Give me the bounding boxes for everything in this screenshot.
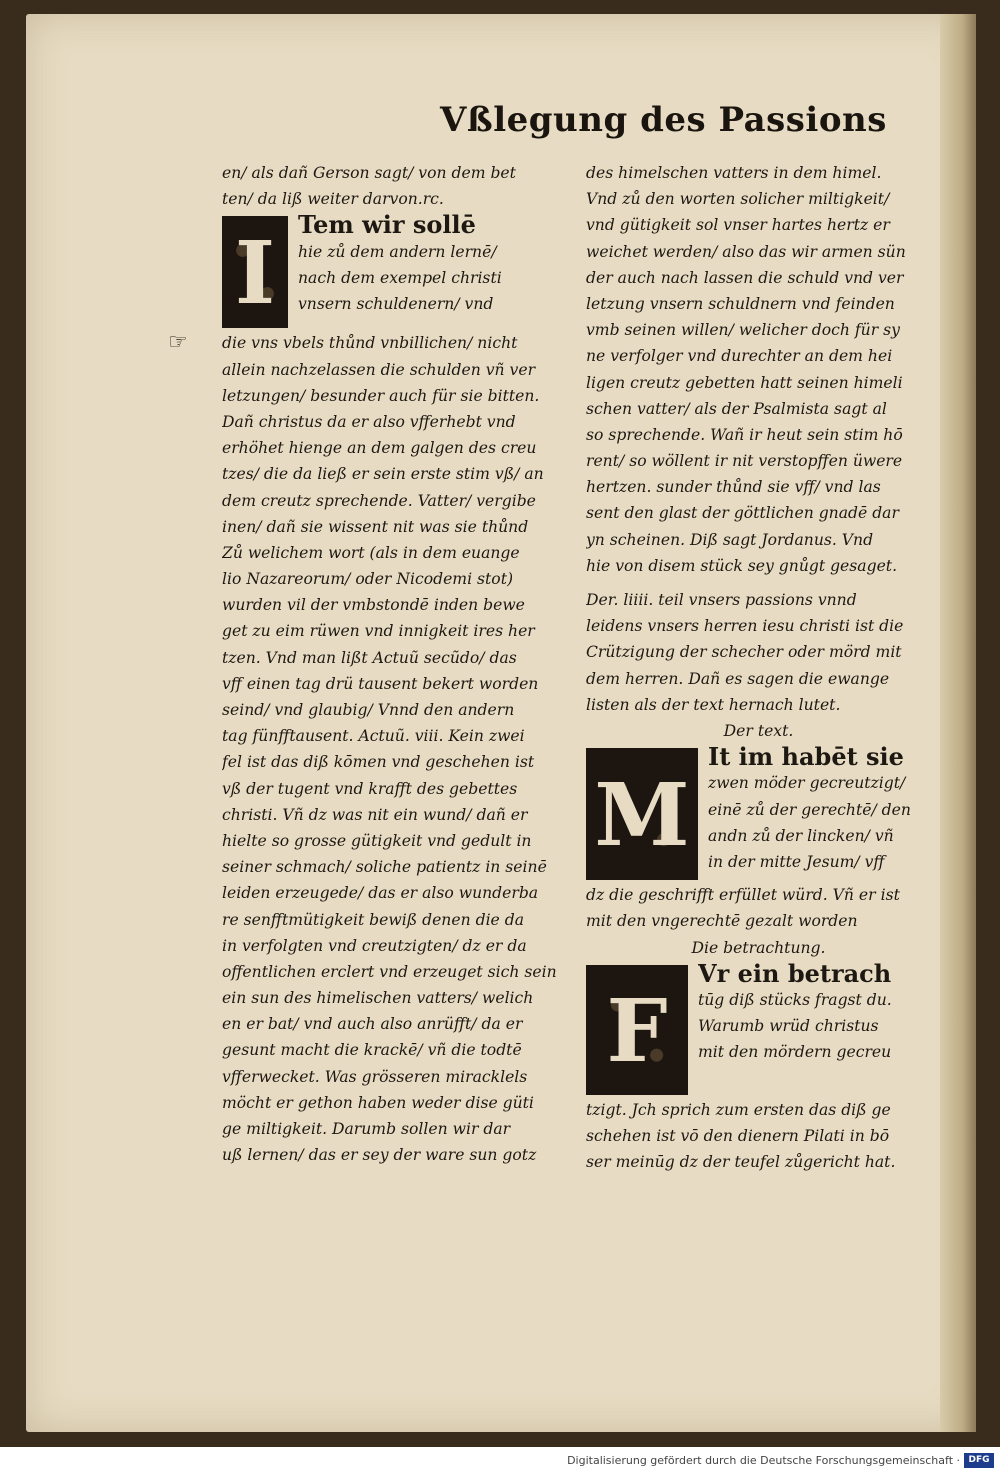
initial-f-paragraph bbox=[586, 960, 931, 1082]
text-line: en/ als dañ Gerson sagt/ von dem bet bbox=[222, 164, 516, 182]
text-line: lio Nazareorum/ oder Nicodemi stot) bbox=[222, 570, 514, 589]
initial-m-paragraph bbox=[586, 744, 931, 875]
text-line: re senfftmütigkeit bewiß denen die da bbox=[222, 910, 525, 929]
decorated-initial-f: F bbox=[586, 965, 688, 1095]
text-line: Warumb wrüd christus bbox=[698, 1017, 879, 1036]
text-line: uß lernen/ das er sey der ware sun gotz bbox=[222, 1146, 537, 1165]
text-line: dem herren. Dañ es sagen die ewange bbox=[586, 669, 890, 688]
text-line: hielte so grosse gütigkeit vnd gedult in bbox=[222, 831, 532, 850]
text-line: offentlichen erclert vnd erzeuget sich sein bbox=[222, 962, 557, 981]
text-line: allein nachzelassen die schulden vñ ver bbox=[222, 360, 536, 379]
text-line: seiner schmach/ soliche patientz in seinē bbox=[222, 858, 547, 877]
running-head: Vßlegung des Passions bbox=[440, 100, 887, 140]
page-edge bbox=[940, 14, 976, 1432]
text-line: wurden vil der vmbstondē inden bewe bbox=[222, 596, 525, 615]
text-line: tzes/ die da ließ er sein erste stim vß/ an bbox=[222, 465, 544, 484]
text-line: vß der tugent vnd krafft des gebettes bbox=[222, 779, 518, 798]
text-line: hie von disem stück sey gnůgt gesaget. bbox=[586, 556, 898, 575]
text-line: einē zů der gerechtē/ den bbox=[708, 800, 911, 819]
text-line: leiden erzeugede/ das er also wunderba bbox=[222, 884, 539, 903]
text-line: leidens vnsers herren iesu christi ist die bbox=[586, 617, 904, 636]
text-line: ten/ da liß weiter darvon.rc. bbox=[222, 190, 444, 209]
text-line: ein sun des himelischen vatters/ welich bbox=[222, 989, 534, 1008]
right-top-paragraph bbox=[586, 160, 931, 579]
text-line: Vnd zů den worten solicher miltigkeit/ bbox=[586, 190, 890, 209]
text-line: tūg diß stücks fragst du. bbox=[698, 990, 892, 1009]
text-line: hertzen. sunder thůnd sie vff/ vnd las bbox=[586, 478, 881, 497]
text-line: letzungen/ besunder auch für sie bitten. bbox=[222, 386, 540, 405]
left-lines-before-initial bbox=[222, 160, 567, 212]
text-line: listen als der text hernach lutet. bbox=[586, 695, 841, 714]
funding-credit: Digitalisierung gefördert durch die Deutsche Forschungsgemeinschaft · bbox=[567, 1454, 960, 1467]
initial-paragraph bbox=[222, 212, 567, 325]
text-line: ne verfolger vnd durechter an dem hei bbox=[586, 347, 893, 366]
text-line: mit den mördern gecreu bbox=[698, 1043, 892, 1062]
text-line: vmb seinen willen/ welicher doch für sy bbox=[586, 321, 900, 340]
text-line: so sprechende. Wañ ir heut sein stim hō bbox=[586, 425, 903, 444]
text-line: vfferwecket. Was grösseren miracklels bbox=[222, 1067, 528, 1086]
text-line: Der. liiii. teil vnsers passions vnnd bbox=[586, 591, 857, 609]
text-line: vnsern schuldenern/ vnd bbox=[298, 294, 494, 313]
text-line: Vr ein betrach bbox=[698, 960, 892, 987]
text-line: sent den glast der göttlichen gnadē dar bbox=[586, 504, 899, 523]
after-m-text bbox=[586, 882, 931, 934]
text-line: ligen creutz gebetten hatt seinen himeli bbox=[586, 373, 903, 392]
text-line: ser meinūg dz der teufel zůgericht hat. bbox=[586, 1153, 896, 1172]
text-line: fel ist das diß kōmen vnd geschehen ist bbox=[222, 753, 535, 772]
text-line: tzen. Vnd man lißt Actuũ secũdo/ das bbox=[222, 648, 517, 667]
text-line: dem creutz sprechende. Vatter/ vergibe bbox=[222, 491, 536, 510]
text-heading: Der text. bbox=[723, 721, 794, 740]
right-column bbox=[586, 160, 931, 1175]
text-line: erhöhet hienge an dem galgen des creu bbox=[222, 439, 537, 458]
betrachtung-heading: Die betrachtung. bbox=[691, 938, 826, 957]
text-line: rent/ so wöllent ir nit verstopffen üwere bbox=[586, 452, 903, 471]
after-f-text bbox=[586, 1097, 931, 1176]
text-line: hie zů dem andern lernē/ bbox=[298, 242, 497, 261]
text-line: en er bat/ vnd auch also anrüfft/ da er bbox=[222, 1015, 523, 1034]
text-line: christi. Vñ dz was nit ein wund/ dañ er bbox=[222, 805, 528, 824]
text-line: zwen möder gecreutzigt/ bbox=[708, 774, 906, 793]
text-line: schen vatter/ als der Psalmista sagt al bbox=[586, 399, 887, 418]
text-line: nach dem exempel christi bbox=[298, 268, 502, 287]
text-line: Dañ christus da er also vfferhebt vnd bbox=[222, 412, 516, 431]
text-line: möcht er gethon haben weder dise güti bbox=[222, 1093, 534, 1112]
text-line: weichet werden/ also das wir armen sün bbox=[586, 242, 906, 261]
text-line: Tem wir sollē bbox=[298, 212, 476, 239]
text-line: in der mitte Jesum/ vff bbox=[708, 852, 885, 871]
decorated-initial-i: I bbox=[222, 216, 288, 328]
text-line: in verfolgten vnd creutzigten/ dz er da bbox=[222, 936, 527, 955]
text-line: der auch nach lassen die schuld vnd ver bbox=[586, 268, 904, 287]
section-heading-paragraph bbox=[586, 587, 931, 718]
decorated-initial-m: M bbox=[586, 748, 698, 880]
text-line: inen/ dañ sie wissent nit was sie thůnd bbox=[222, 517, 529, 536]
text-line: des himelschen vatters in dem himel. bbox=[586, 164, 882, 182]
text-line: vnd gütigkeit sol vnser hartes hertz er bbox=[586, 216, 890, 235]
text-line: letzung vnsern schuldnern vnd feinden bbox=[586, 294, 895, 313]
paragraph-gap bbox=[586, 579, 931, 587]
text-line: die vns vbels thůnd vnbillichen/ nicht bbox=[222, 334, 518, 353]
text-line: gesunt macht die krackē/ vñ die todtē bbox=[222, 1041, 522, 1060]
text-line: andn zů der lincken/ vñ bbox=[708, 826, 894, 845]
text-line: Crützigung der schecher oder mörd mit bbox=[586, 643, 902, 662]
text-line: vff einen tag drü tausent bekert worden bbox=[222, 674, 539, 693]
left-body bbox=[222, 330, 567, 1168]
footer-bar bbox=[0, 1447, 1000, 1475]
text-line: mit den vngerechtē gezalt worden bbox=[586, 912, 858, 931]
text-line: get zu eim rüwen vnd innigkeit ires her bbox=[222, 622, 535, 641]
text-line: yn scheinen. Diß sagt Jordanus. Vnd bbox=[586, 530, 874, 549]
text-line: schehen ist vō den dienern Pilati in bō bbox=[586, 1126, 890, 1145]
dfg-logo: DFG bbox=[964, 1453, 994, 1468]
text-line: tag fünfftausent. Actuũ. viii. Kein zwei bbox=[222, 727, 525, 746]
text-line: tzigt. Jch sprich zum ersten das diß ge bbox=[586, 1100, 891, 1119]
text-line: Zů welichem wort (als in dem euange bbox=[222, 543, 520, 562]
text-line: seind/ vnd glaubig/ Vnnd den andern bbox=[222, 701, 515, 719]
text-line: dz die geschrifft erfüllet würd. Vñ er ist bbox=[586, 886, 900, 905]
left-column bbox=[222, 160, 567, 1168]
text-line: ge miltigkeit. Darumb sollen wir dar bbox=[222, 1120, 511, 1138]
pointing-hand-icon: ☞ bbox=[168, 330, 188, 355]
text-line: It im habēt sie bbox=[708, 744, 904, 771]
